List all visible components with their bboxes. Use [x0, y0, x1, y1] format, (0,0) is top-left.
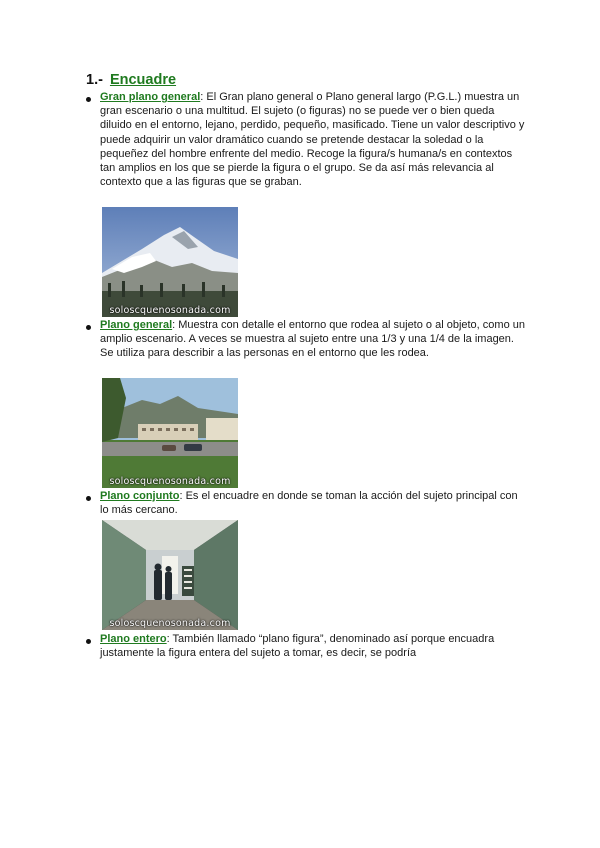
town-photo	[102, 378, 238, 488]
image-watermark: soloscquenosonada.com	[109, 618, 231, 629]
bullet-icon	[86, 639, 91, 644]
item-text: : También llamado “plano figura”, denominado así porque encuadra justamente la figura entera del sujeto a tomar, es decir, se podría	[100, 633, 495, 660]
bullet-icon	[86, 97, 91, 102]
bullet-icon	[86, 325, 91, 330]
list-item-plano-general	[86, 318, 526, 361]
list-item-gran-plano-general	[86, 90, 526, 189]
term-link[interactable]: Plano conjunto	[100, 490, 180, 502]
item-text: : El Gran plano general o Plano general largo (P.G.L.) muestra un gran escenario o una multitud. El sujeto (o figuras) no se puede ver o bien queda diluido en el entorno, lejano, perdido, pequeño, masificado. Tiene un valor descriptivo y puede adquirir un valor dramático cuando se pretende destacar la soledad o la pequeñez del hombre enfrente del medio. Recoge la figura/s humana/s en contextos tan amplios en los que se pierde la figura o el grupo. Se da así más relevancia al contexto que a las figuras que se graban.	[100, 91, 525, 189]
term-link[interactable]: Gran plano general	[100, 91, 201, 103]
mountain-photo	[102, 207, 238, 317]
corridor-photo	[102, 520, 238, 630]
image-corridor	[102, 520, 238, 630]
item-paragraph	[100, 90, 526, 189]
image-mountain	[102, 207, 238, 317]
section-number: 1.-	[86, 72, 103, 88]
item-text: : Muestra con detalle el entorno que rodea al sujeto o al objeto, como un amplio escenario. A veces se muestra al sujeto entre una 1/3 y una 1/4 de la imagen. Se utiliza para describir a las personas en el entorno que les rodea.	[100, 319, 525, 360]
section-heading	[86, 72, 176, 88]
item-paragraph	[100, 318, 526, 361]
item-text: : Es el encuadre en donde se toman la acción del sujeto principal con lo más cercano.	[100, 490, 518, 517]
image-town	[102, 378, 238, 488]
bullet-icon	[86, 496, 91, 501]
item-paragraph	[100, 632, 526, 660]
term-link[interactable]: Plano general	[100, 319, 173, 331]
section-title-link[interactable]: Encuadre	[109, 72, 177, 88]
image-watermark: soloscquenosonada.com	[109, 305, 231, 316]
image-watermark: soloscquenosonada.com	[109, 476, 231, 487]
term-link[interactable]: Plano entero	[100, 633, 167, 645]
list-item-plano-entero	[86, 632, 526, 660]
item-paragraph	[100, 489, 526, 517]
list-item-plano-conjunto	[86, 489, 526, 517]
